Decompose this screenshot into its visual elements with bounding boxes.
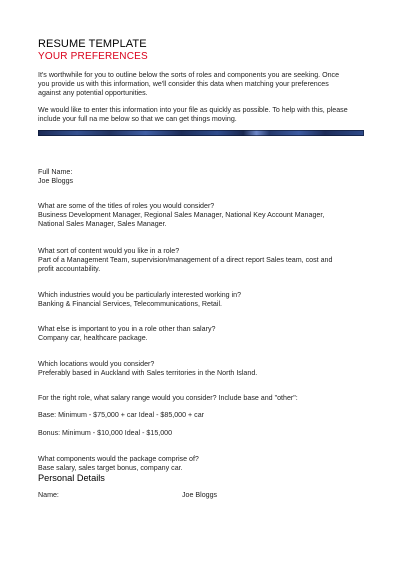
intro-line: We would like to enter this information into your file as quickly as possible. To help with this, please — [38, 106, 348, 114]
intro-paragraph-2 — [38, 106, 368, 124]
package-answer: Base salary, sales target bonus, company car. — [38, 464, 183, 472]
industries-answer: Banking & Financial Services, Telecommunications, Retail. — [38, 300, 222, 308]
titles-question-block — [38, 202, 368, 229]
personal-details-name-value: Joe Bloggs — [182, 491, 218, 499]
full-name-block — [38, 168, 368, 186]
package-question-block — [38, 455, 368, 473]
salary-bonus-line: Bonus: Minimum - $10,000 Ideal - $15,000 — [38, 429, 173, 437]
content-answer-line: profit accountability. — [38, 265, 101, 273]
full-name-label: Full Name: — [38, 168, 73, 176]
intro-line: It's worthwhile for you to outline below the sorts of roles and components you are seeking. Once — [38, 71, 340, 79]
personal-details-heading: Personal Details — [38, 473, 105, 483]
industries-question: Which industries would you be particularly interested working in? — [38, 291, 242, 299]
other-question-block — [38, 325, 368, 343]
content-answer-line: Part of a Management Team, supervision/management of a direct report Sales team, cost and — [38, 256, 333, 264]
full-name-value: Joe Bloggs — [38, 177, 74, 185]
salary-base-line: Base: Minimum - $75,000 + car Ideal - $85,000 + car — [38, 411, 205, 419]
package-question: What components would the package comprise of? — [38, 455, 199, 463]
titles-answer-line: National Sales Manager, Sales Manager. — [38, 220, 167, 228]
content-question: What sort of content would you like in a role? — [38, 247, 180, 255]
locations-question-block — [38, 360, 368, 378]
salary-question: For the right role, what salary range would you consider? Include base and "other": — [38, 394, 298, 402]
document-title: RESUME TEMPLATE — [38, 38, 147, 50]
personal-details-name-label: Name: — [38, 491, 59, 499]
locations-question: Which locations would you consider? — [38, 360, 155, 368]
content-question-block — [38, 247, 368, 274]
titles-question: What are some of the titles of roles you would consider? — [38, 202, 215, 210]
intro-line: against any potential opportunities. — [38, 89, 148, 97]
decorative-banner — [38, 130, 364, 136]
titles-answer-line: Business Development Manager, Regional Sales Manager, National Key Account Manager, — [38, 211, 325, 219]
locations-answer: Preferably based in Auckland with Sales territories in the North Island. — [38, 369, 258, 377]
other-question: What else is important to you in a role other than salary? — [38, 325, 216, 333]
other-answer: Company car, healthcare package. — [38, 334, 148, 342]
intro-line: you provide us with this information, we'll consider this data when matching your preferences — [38, 80, 329, 88]
intro-paragraph — [38, 71, 368, 98]
industries-question-block — [38, 291, 368, 309]
document-subtitle: YOUR PREFERENCES — [38, 51, 148, 62]
intro-line: include your full na me below so that we can get things moving. — [38, 115, 237, 123]
